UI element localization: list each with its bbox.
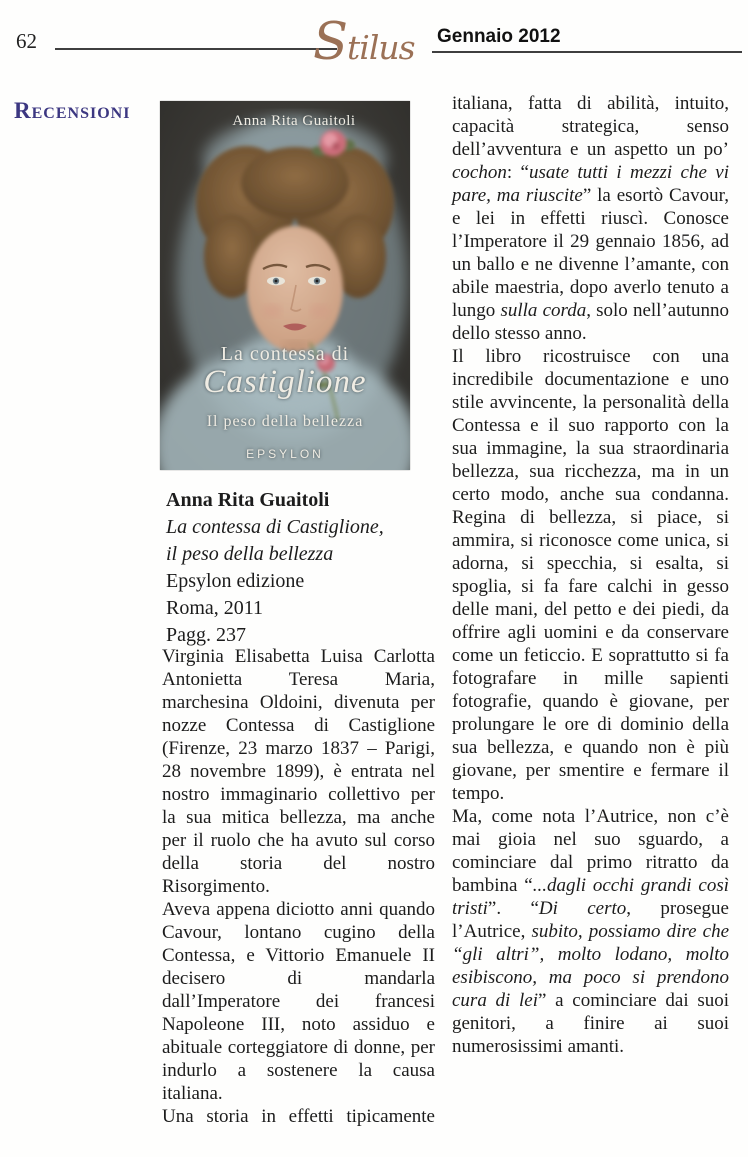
- review-paragraph: Virginia Elisabetta Luisa Carlotta Antonietta Teresa Maria, marchesina Oldoini, divenuta per nozze Contessa di Castiglione (Firenze, 23 marzo 1837 – Parigi, 28 novembre 1899), è entrata nel nostro immaginario collettivo per la sua mitica bellezza, ma anche per il ruolo che ha avuto sul corso della storia del nostro Risorgimento.: [162, 646, 435, 897]
- review-column-right: [452, 92, 729, 1058]
- book-info-pages: Pagg. 237: [166, 624, 246, 646]
- cover-title-line2: Castiglione: [203, 364, 367, 400]
- publisher-logo: EPSYLON: [246, 447, 324, 461]
- book-info-place-year: Roma, 2011: [166, 597, 264, 619]
- cover-author: Anna Rita Guaitoli: [232, 113, 356, 129]
- book-info-title-line2: il peso della bellezza: [166, 543, 334, 565]
- book-info-title-line1: La contessa di Castiglione,: [166, 516, 384, 538]
- review-paragraph: Ma, come nota l’Autrice, non c’è mai gioia nel suo sguardo, a cominciare dal primo ritratto da bambina “...dagli occhi grandi così tristi”. “Di certo, prosegue l’Autrice, subito, possiamo dire che “gli altri”, molto lodano, molto esibiscono, ma poco si prendono cura di lei” a cominciare dai suoi genitori, a finire ai suoi numerosissimi amanti.: [452, 806, 730, 1057]
- review-paragraph: italiana, fatta di abilità, intuito, capacità strategica, senso dell’avventura e un aspetto un po’ cochon: “usate tutti i mezzi che vi pare, ma riuscite” la esortò Cavour, e lei in effetti riuscì. Conosce l’Imperatore il 29 gennaio 1856, ad un ballo e ne divenne l’amante, con abile maestria, dopo averlo tenuto a lungo sulla corda, solo nell’autunno dello stesso anno.: [452, 93, 729, 344]
- page-number: 62: [16, 29, 37, 53]
- book-info-publisher: Epsylon edizione: [166, 570, 305, 592]
- issue-date: Gennaio 2012: [437, 26, 561, 47]
- review-paragraph: Una storia in effetti tipicamente: [162, 1106, 435, 1127]
- book-info-block: [166, 487, 384, 649]
- cover-title-line1: La contessa di: [220, 343, 350, 365]
- review-paragraph: Il libro ricostruisce con una incredibile documentazione e uno stile avvincente, la personalità della Contessa e il suo rapporto con la sua immagine, la sua straordinaria bellezza, sua ricchezza, ma in un certo modo, anche sua condanna. Regina di bellezza, si piace, si ammira, si riconosce come unica, si adorna, si specchia, si esalta, si spoglia, si fa fare calchi in gesso delle mani, del petto e dei piedi, da offrire agli uomini e da conservare come un feticcio. E soprattutto si fa fotografare in mille sapienti fotografie, quando è giovane, per prolungare le ore di dominio della sua bellezza, e quando non è più giovane, per smentire e fermare il tempo.: [452, 346, 729, 804]
- section-title-recensioni: Recensioni: [14, 98, 131, 123]
- header-rule-left: [55, 48, 337, 50]
- magazine-logo: Stilus: [313, 13, 415, 72]
- header-rule-right: [432, 51, 742, 53]
- review-column-left: [162, 645, 435, 1128]
- book-info-author: Anna Rita Guaitoli: [166, 489, 330, 511]
- book-cover: [160, 101, 410, 470]
- cover-subtitle: Il peso della bellezza: [206, 413, 364, 430]
- review-paragraph: Aveva appena diciotto anni quando Cavour, lontano cugino della Contessa, e Vittorio Emanuele II decisero di mandarla dall’Imperatore dei francesi Napoleone III, noto assiduo e abituale corteggiatore di donne, per indurlo a sostenere la causa italiana.: [162, 899, 435, 1104]
